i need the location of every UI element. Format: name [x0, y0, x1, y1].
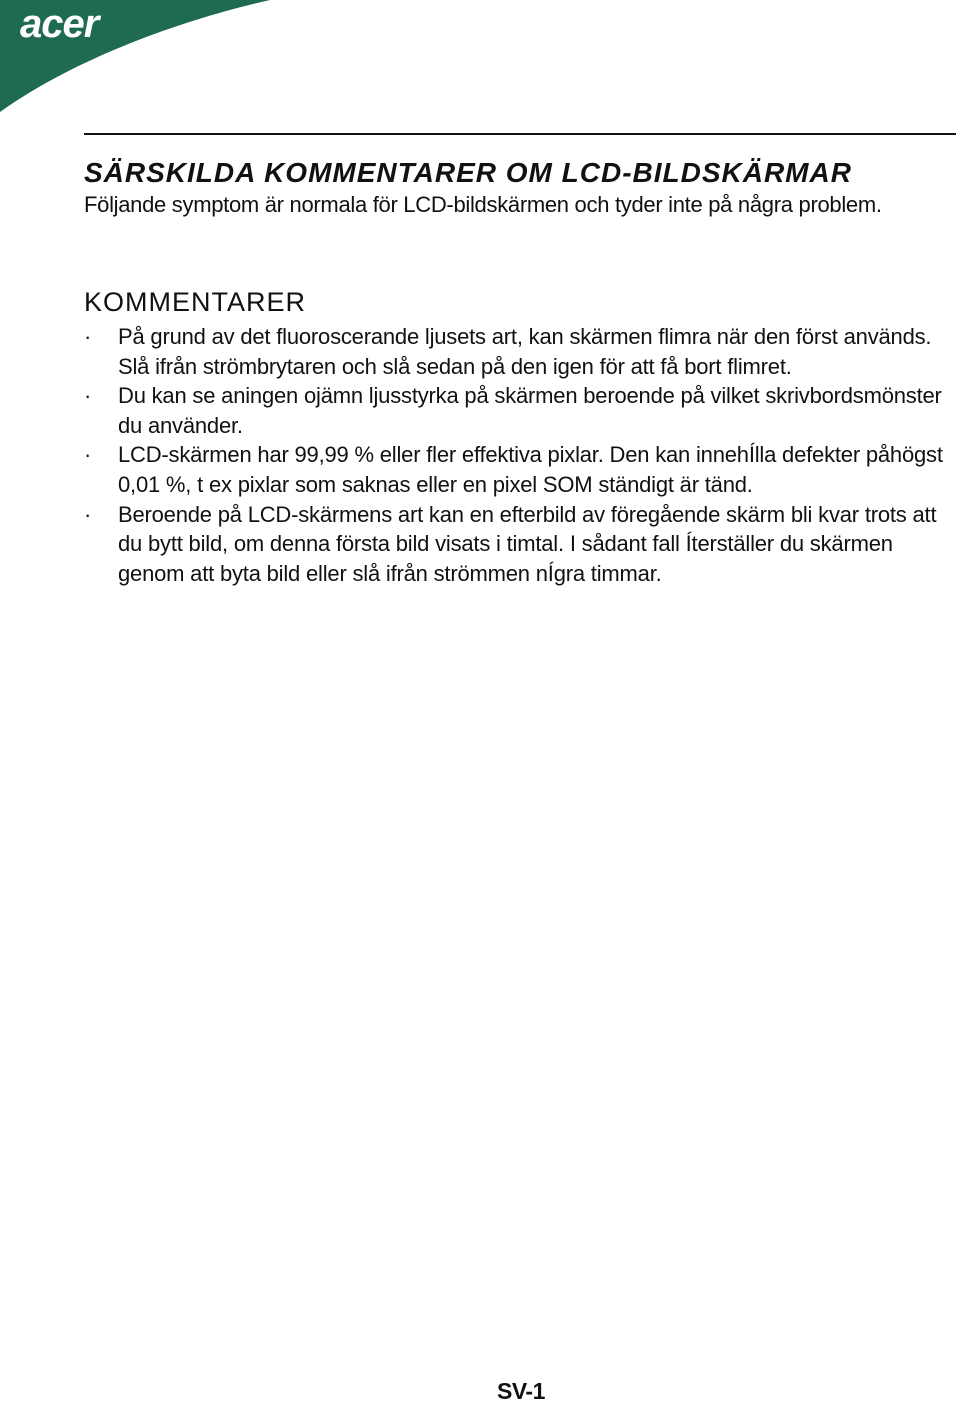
- page-content: [84, 156, 954, 588]
- section-title: SÄRSKILDA KOMMENTARER OM LCD-BILDSKÄRMAR: [84, 157, 852, 188]
- bullet-marker: ·: [84, 501, 92, 527]
- intro-paragraph: Följande symptom är normala för LCD-bildskärmen och tyder inte på några problem.: [84, 192, 882, 217]
- comments-heading: KOMMENTARER: [84, 287, 307, 317]
- comments-list: [84, 322, 954, 588]
- comment-text: På grund av det fluoroscerande ljusets art, kan skärmen flimra när den först används. Slå ifrån strömbrytaren och slå sedan på den igen för att få bort flimret.: [118, 324, 932, 379]
- comment-item: [84, 381, 954, 440]
- bullet-marker: ·: [84, 383, 92, 409]
- comment-text: Beroende på LCD-skärmens art kan en efterbild av föregående skärm bli kvar trots att du bytt bild, om denna första bild visats i timtal. I sådant fall Íterställer du skärmen genom att byta bild eller slå ifrån strömmen nÍgra timmar.: [118, 501, 937, 586]
- bullet-marker: ·: [84, 442, 92, 468]
- page-number: SV-1: [497, 1378, 545, 1404]
- comment-text: Du kan se aningen ojämn ljusstyrka på skärmen beroende på vilket skrivbordsmönster du använder.: [118, 383, 942, 438]
- acer-logo: acer: [20, 2, 99, 46]
- comment-text: LCD-skärmen har 99,99 % eller fler effektiva pixlar. Den kan innehÍlla defekter påhögst 0,01 %, t ex pixlar som saknas eller en pixel SOM ständigt är tänd.: [118, 442, 943, 497]
- bullet-marker: ·: [84, 324, 92, 349]
- header-divider: [84, 133, 956, 135]
- comment-item: [84, 500, 954, 589]
- comment-item: [84, 440, 954, 499]
- comment-item: [84, 322, 954, 381]
- acer-brand-banner: [0, 0, 270, 112]
